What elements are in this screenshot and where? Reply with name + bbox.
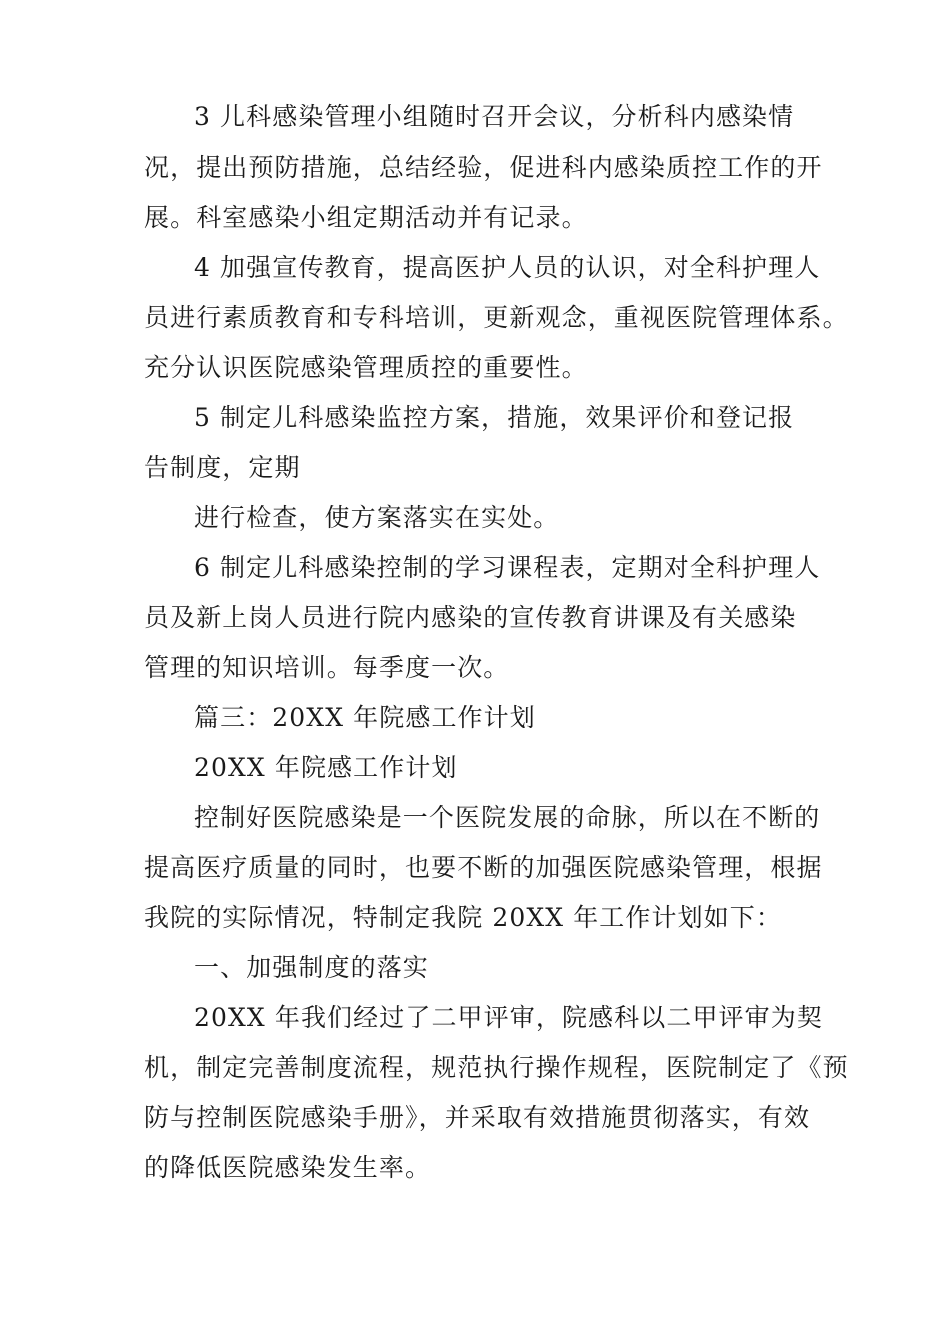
text-line: 3 儿科感染管理小组随时召开会议，分析科内感染情 <box>194 102 795 131</box>
text-line: 防与控制医院感染手册》，并采取有效措施贯彻落实，有效 <box>144 1103 811 1132</box>
text-line: 况，提出预防措施，总结经验，促进科内感染质控工作的开 <box>144 153 823 182</box>
text-line: 5 制定儿科感染监控方案，措施，效果评价和登记报 <box>194 403 795 432</box>
text-line: 员进行素质教育和专科培训，更新观念，重视医院管理体系。 <box>144 303 849 332</box>
text-line: 的降低医院感染发生率。 <box>144 1153 432 1182</box>
text-line: 4 加强宣传教育，提高医护人员的认识，对全科护理人 <box>194 253 821 282</box>
text-line: 员及新上岗人员进行院内感染的宣传教育讲课及有关感染 <box>144 603 797 632</box>
text-line: 20XX 年我们经过了二甲评审，院感科以二甲评审为契 <box>194 1003 823 1032</box>
text-line: 控制好医院感染是一个医院发展的命脉，所以在不断的 <box>194 803 821 832</box>
text-line: 机，制定完善制度流程，规范执行操作规程，医院制定了《预 <box>144 1053 849 1082</box>
text-line: 提高医疗质量的同时，也要不断的加强医院感染管理，根据 <box>144 853 823 882</box>
text-line: 充分认识医院感染管理质控的重要性。 <box>144 353 588 382</box>
section-heading: 篇三：20XX 年院感工作计划 <box>194 703 536 732</box>
text-line: 管理的知识培训。每季度一次。 <box>144 653 510 682</box>
text-line: 进行检查，使方案落实在实处。 <box>194 503 560 532</box>
document-title: 20XX 年院感工作计划 <box>194 753 458 782</box>
text-line: 告制度，定期 <box>144 453 301 482</box>
text-line: 我院的实际情况，特制定我院 20XX 年工作计划如下： <box>144 903 783 932</box>
text-line: 展。科室感染小组定期活动并有记录。 <box>144 203 588 232</box>
text-line: 6 制定儿科感染控制的学习课程表，定期对全科护理人 <box>194 553 821 582</box>
subsection-heading: 一、加强制度的落实 <box>194 953 429 982</box>
